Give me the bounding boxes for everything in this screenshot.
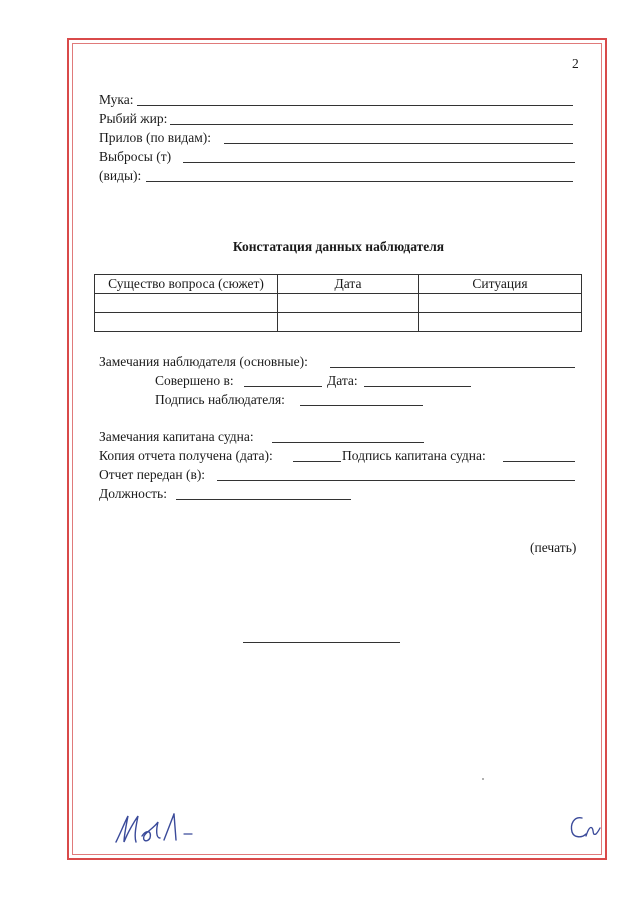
page-number: 2 xyxy=(572,56,579,71)
field-species-label: (виды): xyxy=(99,168,142,183)
copy-received-label: Копия отчета получена (дата): xyxy=(99,448,273,463)
captain-remarks-line xyxy=(272,442,424,443)
table-cell xyxy=(95,313,278,332)
captain-remarks-label: Замечания капитана судна: xyxy=(99,429,254,444)
field-bycatch-label: Прилов (по видам): xyxy=(99,130,212,145)
field-discards-line xyxy=(183,162,575,163)
observer-remarks-line xyxy=(330,367,575,368)
captain-signature-label: Подпись капитана судна: xyxy=(342,448,486,463)
table-header-subject: Существо вопроса (сюжет) xyxy=(95,275,278,294)
done-at-line xyxy=(244,386,322,387)
seal-label: (печать) xyxy=(530,540,577,555)
position-line xyxy=(176,499,351,500)
handwritten-signature-left xyxy=(112,808,222,848)
table-header-situation: Ситуация xyxy=(419,275,582,294)
position-label: Должность: xyxy=(99,486,167,501)
date-line xyxy=(364,386,471,387)
captain-signature-line xyxy=(503,461,575,462)
table-cell xyxy=(278,294,419,313)
handwritten-signature-right xyxy=(568,812,602,842)
table-cell xyxy=(419,294,582,313)
field-flour-label: Мука: xyxy=(99,92,134,107)
copy-received-line xyxy=(293,461,341,462)
table-header-date: Дата xyxy=(278,275,419,294)
observer-table xyxy=(94,274,582,332)
field-flour-line xyxy=(137,105,573,106)
table-header-row xyxy=(95,275,582,294)
field-fish-oil-line xyxy=(170,124,573,125)
signature-line xyxy=(243,642,400,643)
table-cell xyxy=(95,294,278,313)
field-bycatch-line xyxy=(224,143,573,144)
observer-remarks-label: Замечания наблюдателя (основные): xyxy=(99,354,308,369)
date-label: Дата: xyxy=(327,373,358,388)
table-cell xyxy=(419,313,582,332)
scan-speck xyxy=(482,778,484,780)
observer-signature-line xyxy=(300,405,423,406)
section-title: Констатация данных наблюдателя xyxy=(232,239,445,254)
field-species-line xyxy=(146,181,573,182)
field-fish-oil-label: Рыбий жир: xyxy=(99,111,168,126)
table-cell xyxy=(278,313,419,332)
table-row xyxy=(95,294,582,313)
done-at-label: Совершено в: xyxy=(155,373,234,388)
table-row xyxy=(95,313,582,332)
report-sent-label: Отчет передан (в): xyxy=(99,467,206,482)
observer-signature-label: Подпись наблюдателя: xyxy=(155,392,285,407)
field-discards-label: Выбросы (т) xyxy=(99,149,172,164)
report-sent-line xyxy=(217,480,575,481)
